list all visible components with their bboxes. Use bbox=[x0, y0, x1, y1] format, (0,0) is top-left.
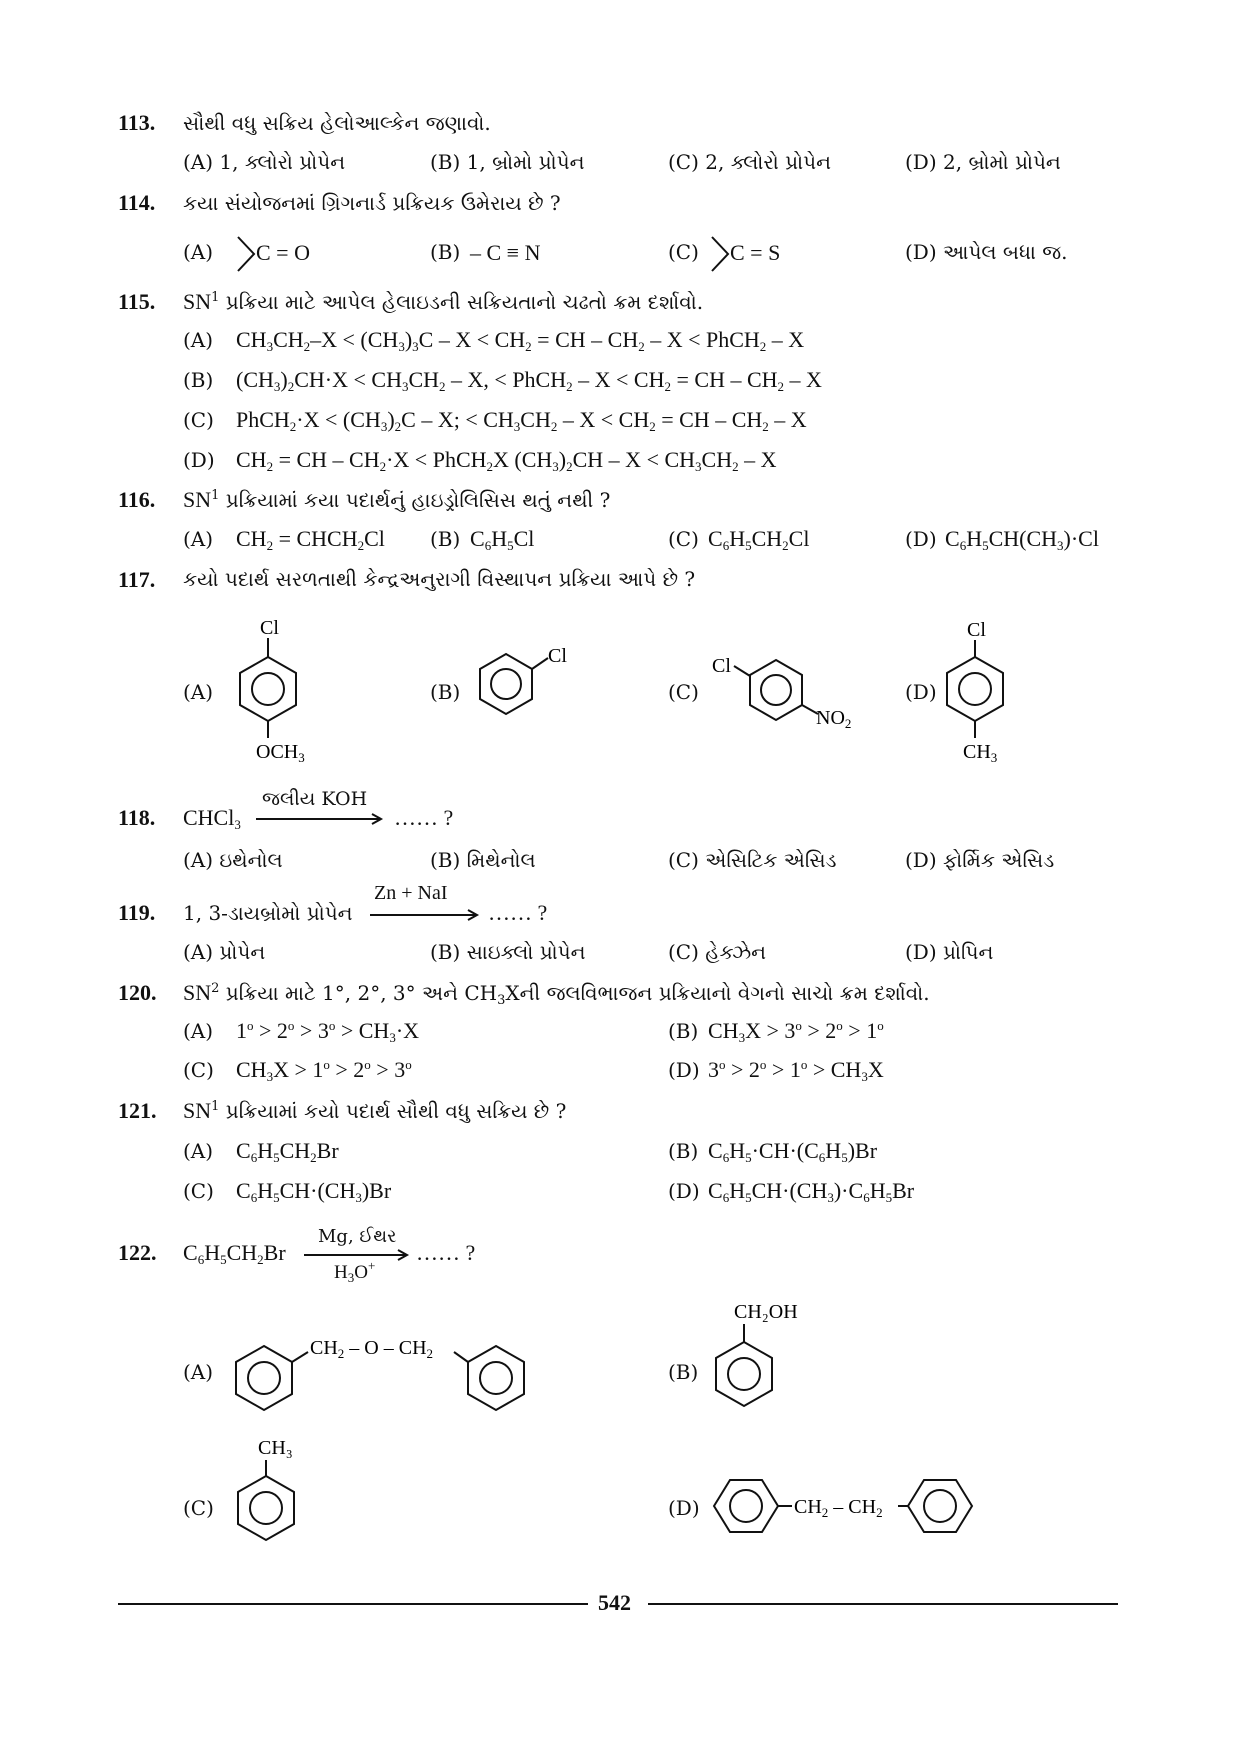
q118-dots: …… ? bbox=[394, 805, 454, 830]
q122-a-chain: $CH_2$ – O – $CH_2$ bbox=[310, 1337, 434, 1361]
q113-option-b: (B) 1, બ્રોમો પ્રોપેન bbox=[430, 150, 585, 174]
q120-number: 120. bbox=[118, 980, 157, 1005]
q121-number: 121. bbox=[118, 1098, 157, 1123]
q119-option-d: (D) પ્રોપિન bbox=[905, 940, 994, 964]
q120-option-a-formula: $1^o > 2^o > 3^o > CH_3\cdot X$ bbox=[236, 1018, 420, 1045]
q114-option-d: (D) આપેલ બધા જ. bbox=[905, 240, 1068, 264]
q114-c-bond-icon bbox=[710, 234, 732, 274]
q118-option-c: (C) એસિટિક એસિડ bbox=[668, 848, 837, 872]
q113-number: 113. bbox=[118, 110, 156, 135]
q117-d-structure bbox=[945, 612, 1055, 762]
q113-text: સૌથી વધુ સક્રિય હેલોઆલ્કેન જણાવો. bbox=[183, 111, 491, 135]
q114-option-c-label: (C) bbox=[668, 240, 699, 264]
q117-option-b-label: (B) bbox=[430, 680, 461, 704]
q119-text: 1, 3-ડાયબ્રોમો પ્રોપેન bbox=[183, 901, 353, 925]
q114-option-b-label: (B) bbox=[430, 240, 461, 264]
q118-option-b: (B) મિથેનોલ bbox=[430, 848, 536, 872]
q115-option-a-label: (A) bbox=[183, 328, 214, 352]
benzene-ring-icon bbox=[750, 660, 802, 720]
q115-number: 115. bbox=[118, 289, 156, 314]
q115-option-b-label: (B) bbox=[183, 368, 214, 392]
q114-option-a-label: (A) bbox=[183, 240, 214, 264]
q118-option-a: (A) ઇથેનોલ bbox=[183, 848, 283, 872]
q122-dots: …… ? bbox=[416, 1240, 476, 1265]
q117-a-structure bbox=[226, 612, 336, 762]
q115-text: $SN^1$ પ્રક્રિયા માટે આપેલ હેલાઇડની સક્રિયતાનો ચઢતો ક્રમ દર્શાવો. bbox=[183, 289, 704, 314]
q117-b-cl: Cl bbox=[548, 645, 567, 667]
q122-arrow-icon bbox=[304, 1248, 412, 1262]
q120-option-b-formula: $CH_3X > 3^o > 2^o > 1^o$ bbox=[708, 1018, 884, 1045]
q117-a-cl: Cl bbox=[260, 617, 279, 639]
q116-option-b-formula: $C_6H_5Cl$ bbox=[470, 526, 535, 553]
q121-option-a-formula: $C_6H_5CH_2Br$ bbox=[236, 1138, 339, 1165]
q116-option-a-label: (A) bbox=[183, 527, 214, 551]
q114-option-c-formula: C = S bbox=[730, 240, 781, 265]
q117-b-structure bbox=[468, 640, 588, 735]
q116-option-b-label: (B) bbox=[430, 527, 461, 551]
q117-c-structure bbox=[706, 640, 876, 740]
q117-option-a-label: (A) bbox=[183, 680, 214, 704]
q121-option-d-label: (D) bbox=[668, 1179, 700, 1203]
q118-number: 118. bbox=[118, 805, 156, 830]
q122-reagent-bottom: $H_3O^+$ bbox=[334, 1258, 376, 1285]
q117-option-c-label: (C) bbox=[668, 680, 699, 704]
q118-arrow-icon bbox=[256, 812, 386, 826]
q122-number: 122. bbox=[118, 1240, 157, 1265]
q117-c-cl: Cl bbox=[712, 655, 731, 677]
benzene-ring-icon bbox=[240, 657, 296, 721]
q121-option-c-label: (C) bbox=[183, 1179, 214, 1203]
q122-c-ch3: CH₃ bbox=[258, 1437, 293, 1459]
q114-number: 114. bbox=[118, 190, 156, 215]
q114-option-a-formula: C = O bbox=[256, 240, 310, 265]
q119-reagent: Zn + NaI bbox=[374, 882, 448, 904]
q114-a-bond-icon bbox=[236, 234, 258, 274]
q121-option-c-formula: $C_6H_5CH\cdot(CH_3)Br$ bbox=[236, 1178, 392, 1205]
q119-number: 119. bbox=[118, 900, 156, 925]
q116-option-a-formula: $CH_2$ = $CHCH_2Cl$ bbox=[236, 526, 385, 553]
page-number: 542 bbox=[598, 1590, 631, 1615]
q115-option-a-formula: $CH_3CH_2-X < (CH_3)_3C - X < CH_2$ = CH – $CH_2$ – X < PhCH$_2$ – X bbox=[236, 327, 805, 354]
q118-reactant: CHCl$_3$ bbox=[183, 805, 241, 832]
q120-text: $SN^2$ પ્રક્રિયા માટે 1°, 2°, 3° અને $CH_3Xની$ જલવિભાજન પ્રક્રિયાનો વેગનો સાચો ક્રમ દર્શાવો. bbox=[183, 980, 930, 1008]
q115-option-c-label: (C) bbox=[183, 408, 214, 432]
benzene-ring-icon bbox=[468, 1346, 524, 1410]
q120-option-d-formula: $3^o > 2^o > 1^o > CH_3X$ bbox=[708, 1057, 884, 1084]
q120-option-c-label: (C) bbox=[183, 1058, 214, 1082]
q117-c-no2: $NO_2$ bbox=[816, 707, 852, 731]
q121-option-d-formula: $C_6H_5CH\cdot(CH_3)\cdot C_6H_5Br$ bbox=[708, 1178, 915, 1205]
q121-option-b-label: (B) bbox=[668, 1139, 699, 1163]
benzene-ring-icon bbox=[714, 1480, 778, 1532]
footer-rule-right bbox=[648, 1603, 1118, 1605]
q115-option-d-label: (D) bbox=[183, 448, 215, 472]
q116-option-d-formula: $C_6H_5CH(CH_3)\cdot Cl$ bbox=[945, 526, 1099, 553]
q122-option-a-label: (A) bbox=[183, 1360, 214, 1384]
q113-option-d: (D) 2, બ્રોમો પ્રોપેન bbox=[905, 150, 1061, 174]
q122-reagent-top: Mg, ઈથર bbox=[318, 1226, 397, 1247]
q121-text: $SN^1$ પ્રક્રિયામાં કયો પદાર્થ સૌથી વધુ સક્રિય છે ? bbox=[183, 1098, 567, 1123]
q119-option-c: (C) હેક્ઝેન bbox=[668, 940, 767, 964]
q116-option-c-formula: $C_6H_5CH_2Cl$ bbox=[708, 526, 810, 553]
q119-option-a: (A) પ્રોપેન bbox=[183, 940, 266, 964]
benzene-ring-icon bbox=[908, 1480, 972, 1532]
footer-rule-left bbox=[118, 1603, 588, 1605]
q115-option-d-formula: $CH_2$ = CH – $CH_2\cdot X$ < PhCH$_2$X $(CH_3)_2CH - X < CH_3CH_2 - X$ bbox=[236, 447, 777, 474]
q122-d-chain: $CH_2 - CH_2$ bbox=[794, 1496, 883, 1520]
benzene-ring-icon bbox=[238, 1476, 294, 1540]
q117-number: 117. bbox=[118, 567, 156, 592]
q122-b-structure bbox=[706, 1296, 816, 1430]
benzene-ring-icon bbox=[480, 654, 532, 714]
q122-a-structure bbox=[232, 1318, 542, 1430]
q119-dots: …… ? bbox=[488, 900, 548, 925]
q122-b-ch2oh: CH₂OH bbox=[734, 1301, 798, 1323]
benzene-ring-icon bbox=[716, 1342, 772, 1406]
q119-arrow-icon bbox=[370, 908, 482, 922]
q122-d-structure bbox=[706, 1468, 986, 1548]
q120-option-b-label: (B) bbox=[668, 1019, 699, 1043]
q116-number: 116. bbox=[118, 487, 156, 512]
benzene-ring-icon bbox=[236, 1346, 292, 1410]
q114-option-b-formula: – C ≡ N bbox=[470, 240, 541, 265]
q113-option-a: (A) 1, ક્લોરો પ્રોપેન bbox=[183, 150, 346, 174]
q117-d-ch3: $CH_3$ bbox=[963, 741, 998, 762]
q115-option-c-formula: PhCH$_2$·X < $(CH_3)_2C$ – X; < $CH_3CH_2 - X < CH_2$ = CH – $CH_2$ – X bbox=[236, 407, 807, 434]
q122-c-structure bbox=[230, 1432, 330, 1564]
benzene-ring-icon bbox=[947, 657, 1003, 721]
q119-option-b: (B) સાઇક્લો પ્રોપેન bbox=[430, 940, 586, 964]
q113-option-c: (C) 2, ક્લોરો પ્રોપેન bbox=[668, 150, 831, 174]
q118-reagent: જલીય KOH bbox=[262, 788, 368, 810]
q117-option-d-label: (D) bbox=[905, 680, 937, 704]
q116-text: $SN^1$ પ્રક્રિયામાં કયા પદાર્થનું હાઇડ્રોલિસિસ થતું નથી ? bbox=[183, 487, 611, 512]
q117-a-och3: $OCH_3$ bbox=[256, 741, 305, 762]
q116-option-c-label: (C) bbox=[668, 527, 699, 551]
q121-option-a-label: (A) bbox=[183, 1139, 214, 1163]
q122-reactant: $C_6H_5CH_2Br$ bbox=[183, 1240, 286, 1267]
q117-text: કયો પદાર્થ સરળતાથી કેન્દ્રઅનુરાગી વિસ્થાપન પ્રક્રિયા આપે છે ? bbox=[183, 567, 696, 591]
q116-option-d-label: (D) bbox=[905, 527, 937, 551]
q115-option-b-formula: $(CH_3)_2CH\cdot X < CH_3CH_2 - X$, < PhCH$_2$ – $X < CH_2$ = CH – $CH_2$ – X bbox=[236, 367, 822, 394]
q120-option-c-formula: $CH_3X > 1^o > 2^o > 3^o$ bbox=[236, 1057, 412, 1084]
q118-option-d: (D) ફોર્મિક એસિડ bbox=[905, 848, 1055, 872]
q122-option-b-label: (B) bbox=[668, 1360, 699, 1384]
q121-option-b-formula: $C_6H_5\cdot CH\cdot(C_6H_5)Br$ bbox=[708, 1138, 878, 1165]
q117-d-cl: Cl bbox=[967, 619, 986, 641]
q120-option-d-label: (D) bbox=[668, 1058, 700, 1082]
q114-text: કયા સંયોજનમાં ગ્રિગનાર્ડ પ્રક્રિયક ઉમેરાય છે ? bbox=[183, 191, 561, 215]
q122-option-c-label: (C) bbox=[183, 1496, 214, 1520]
q122-option-d-label: (D) bbox=[668, 1496, 700, 1520]
q120-option-a-label: (A) bbox=[183, 1019, 214, 1043]
